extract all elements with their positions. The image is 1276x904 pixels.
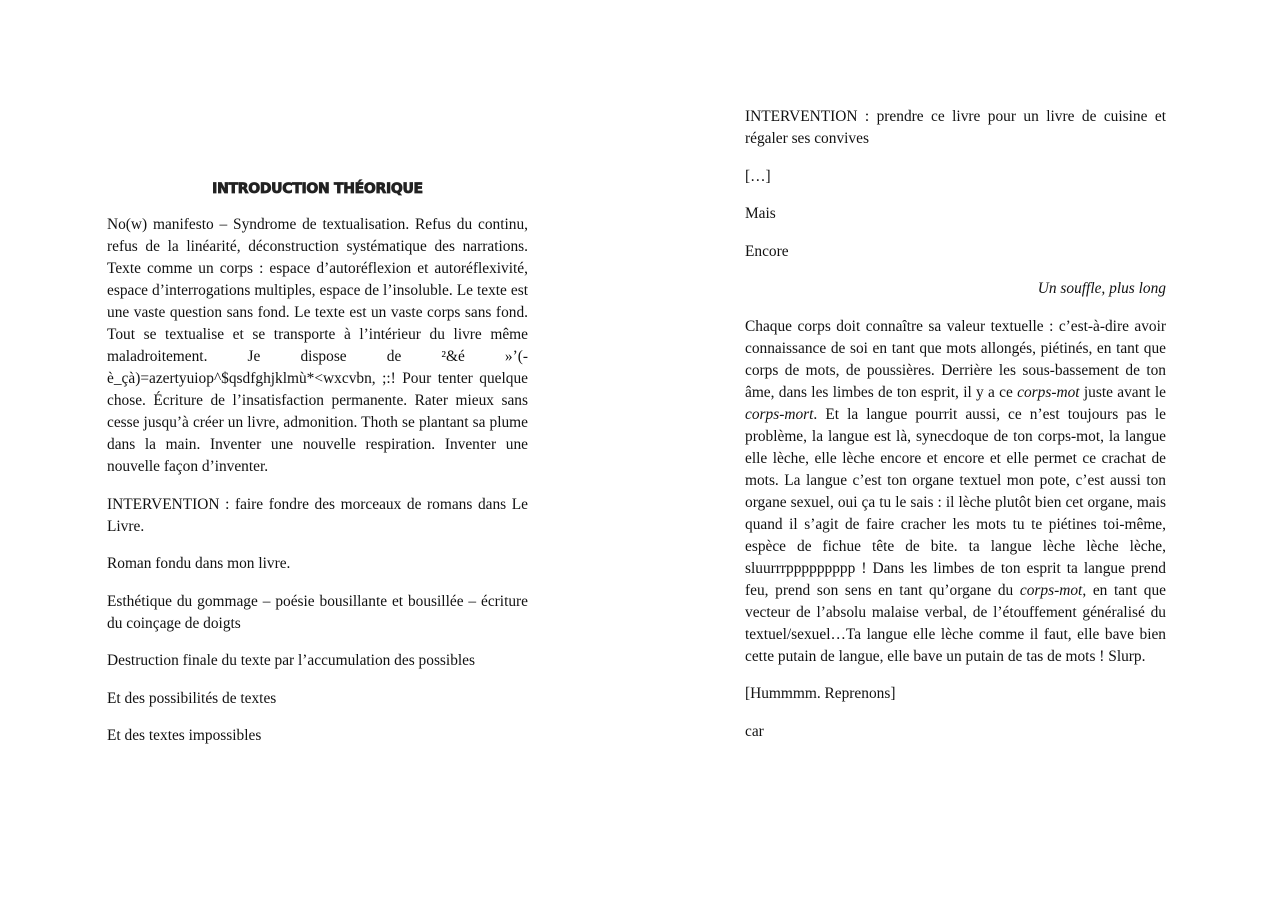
paragraph: INTERVENTION : faire fondre des morceaux de romans dans Le Livre. bbox=[107, 495, 528, 535]
text-segment: , en tant que vecteur de l’absolu malaise verbal, de l’étouffement généralisé du textuel/sexuel…Ta langue elle lèche comme il faut, elle bave bien cette putain de langue, elle bave un putain de tas de mots ! Slurp. bbox=[745, 581, 1166, 665]
paragraph: Esthétique du gommage – poésie bousillante et bousillée – écriture du coinçage de doigts bbox=[107, 592, 528, 632]
text-segment: juste avant le bbox=[1079, 383, 1166, 401]
paragraph: Destruction finale du texte par l’accumulation des possibles bbox=[107, 652, 475, 669]
paragraph: Mais bbox=[745, 205, 776, 222]
intro-paragraph: No(w) manifesto – Syndrome de textualisation. Refus du continu, refus de la linéarité, déconstruction systématique des narrations. Texte comme un corps : espace d’autoréflexion et autoréflexivité, espace d’interrogations multiples, espace de l’insoluble. Le texte est une vaste question sans fond. Le texte est un vaste corps sans fond. Tout se textualise et se transporte à l’intérieur du livre même maladroitement. Je dispose de ²&é »’(-è_çà)=azertyuiop^$qsdfghjklmù*<wxcvbn, ;:! Pour tenter quelque chose. Écriture de l’insatisfaction permanente. Rater mieux sans cesse jusqu’à créer un livre, admonition. Thoth se plantant sa plume dans la main. Inventer une nouvelle respiration. Inventer une nouvelle façon d’inventer. bbox=[107, 216, 528, 475]
italic-segment: corps-mot bbox=[1019, 581, 1083, 599]
main-paragraph bbox=[745, 316, 1166, 668]
italic-aside: Un souffle, plus long bbox=[1037, 280, 1166, 297]
paragraph: car bbox=[745, 722, 764, 740]
paragraph: INTERVENTION : prendre ce livre pour un livre de cuisine et régaler ses convives bbox=[745, 108, 1166, 147]
paragraph: Et des textes impossibles bbox=[107, 727, 262, 744]
paragraph: [Hummmm. Reprenons] bbox=[745, 685, 896, 702]
paragraph: Roman fondu dans mon livre. bbox=[107, 555, 291, 572]
text-segment: Chaque corps doit connaître sa valeur textuelle : c’est-à-dire avoir connaissance de soi en tant que mots allongés, piétinés, en tant que corps de mots, de poussières. Derrière les sous-bassement de ton âme, dans les limbes de ton esprit, il y a ce bbox=[745, 317, 1166, 401]
section-title: INTRODUCTION THÉORIQUE bbox=[212, 181, 423, 197]
text-segment: . Et la langue pourrit aussi, ce n’est toujours pas le problème, la langue est là, synecdoque de ton corps-mot, la langue elle lèche, elle lèche encore et encore et elle permet ce crachat de mots. La langue c’est ton organe textuel mon pote, c’est aussi ton organe sexuel, oui ça tu le sais : il lèche plutôt bien cet organe, mais quand il s’agit de faire cracher les mots tu te piétines toi-même, espèce de fichue tête de bite. ta langue lèche lèche lèche, sluurrrppppppppp ! Dans les limbes de ton esprit ta langue prend feu, prend son sens en tant qu’organe du bbox=[745, 405, 1166, 599]
left-page bbox=[107, 178, 528, 763]
right-page bbox=[745, 106, 1166, 758]
paragraph: Et des possibilités de textes bbox=[107, 689, 277, 707]
paragraph: […] bbox=[745, 167, 771, 185]
italic-segment: corps-mot bbox=[1017, 383, 1080, 401]
paragraph: Encore bbox=[745, 242, 789, 260]
italic-segment: corps-mort bbox=[745, 405, 814, 423]
